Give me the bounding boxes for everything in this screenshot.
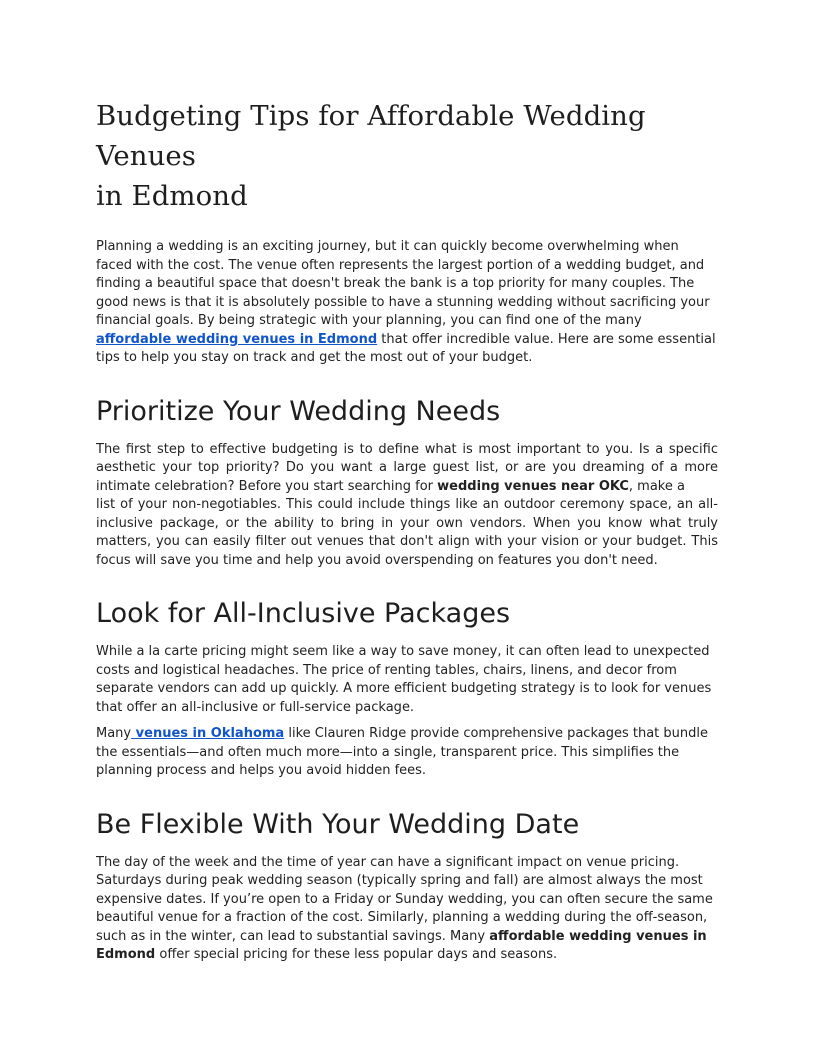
flexible-date-bold-edmond: affordable wedding venues in Edmond xyxy=(96,928,707,962)
prioritize-paragraph xyxy=(96,441,718,571)
prioritize-text-2: , make a xyxy=(628,478,685,494)
prioritize-text-1: The first step to effective budgeting is to define what is most important to you. Is a specific aesthetic your top priority? Do you want a large guest list, or are you dreaming of a more intimate celebration? Before you start searching for xyxy=(96,441,718,494)
prioritize-bold-okc: wedding venues near OKC xyxy=(437,478,629,494)
flexible-date-text-2: offer special pricing for these less popular days and seasons. xyxy=(159,947,558,962)
title-line-1: Budgeting Tips for Affordable Wedding Venues xyxy=(96,100,646,172)
document-content xyxy=(96,96,718,965)
all-inclusive-paragraph-2 xyxy=(96,725,718,781)
venues-oklahoma-link[interactable]: venues in Oklahoma xyxy=(131,726,285,741)
intro-paragraph xyxy=(96,238,718,368)
intro-text-1: Planning a wedding is an exciting journey, but it can quickly become overwhelming when faced with the cost. The venue often represents the largest portion of a wedding budget, and finding a beautiful space that doesn't break the bank is a top priority for many couples. The good news is that it is absolutely possible to have a stunning wedding without sacrificing your financial goals. By being strategic with your planning, you can find one of the many xyxy=(96,239,710,328)
page-title xyxy=(96,96,718,216)
section-heading-flexible-date: Be Flexible With Your Wedding Date xyxy=(96,808,580,840)
all-inclusive-text-2: like Clauren Ridge provide comprehensive packages that bundle the essentials—and often much more—into a single, transparent price. This simplifies the planning process and helps you avoid hidden fees. xyxy=(96,726,708,778)
prioritize-text-3: list of your non-negotiables. This could include things like an outdoor ceremony space, an all-inclusive package, or the ability to bring in your own vendors. When you know what truly matters, you can easily filter out venues that don't align with your vision or your budget. This focus will save you time and help you avoid overspending on features you don't need. xyxy=(96,497,718,568)
all-inclusive-paragraph-1: While a la carte pricing might seem like a way to save money, it can often lead to unexpected costs and logistical headaches. The price of renting tables, chairs, linens, and decor from separate vendors can add up quickly. A more efficient budgeting strategy is to look for venues that offer an all-inclusive or full-service package. xyxy=(96,644,712,715)
flexible-date-text-1: The day of the week and the time of year can have a significant impact on venue pricing. Saturdays during peak wedding season (typically spring and fall) are almost always the most expensive dates. If you’re open to a Friday or Sunday wedding, you can often secure the same beautiful venue for a fraction of the cost. Similarly, planning a wedding during the off-season, such as in the winter, can lead to substantial savings. Many xyxy=(96,854,713,944)
all-inclusive-text-1: Many xyxy=(96,726,132,741)
intro-text-2: that offer incredible value. Here are some essential tips to help you stay on track and get the most out of your budget. xyxy=(96,331,716,365)
affordable-venues-edmond-link[interactable]: affordable wedding venues in Edmond xyxy=(96,331,378,347)
section-heading-prioritize: Prioritize Your Wedding Needs xyxy=(96,395,501,427)
section-heading-all-inclusive: Look for All-Inclusive Packages xyxy=(96,598,511,629)
title-line-2: in Edmond xyxy=(96,180,248,212)
flexible-date-paragraph xyxy=(96,854,718,965)
